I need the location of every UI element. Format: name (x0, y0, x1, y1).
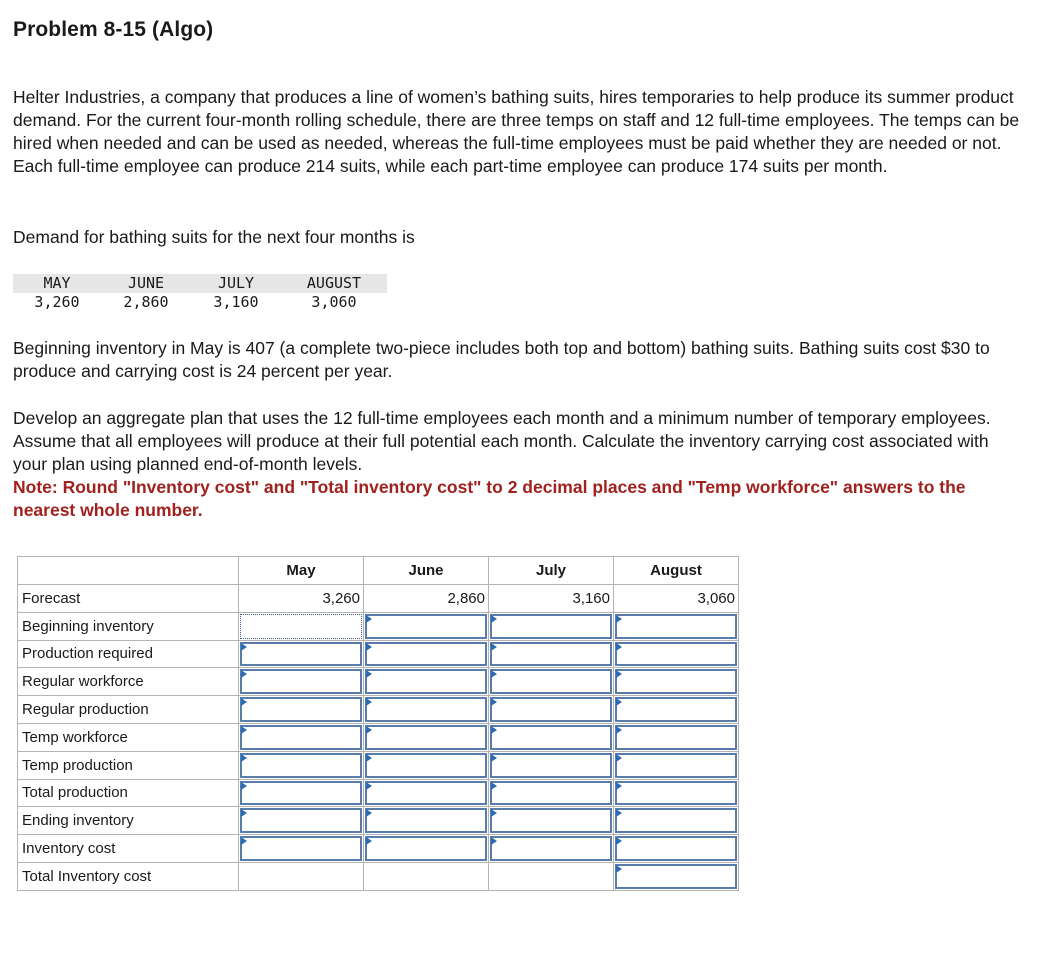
row-label: Beginning inventory (18, 612, 239, 640)
plan-header-may: May (239, 557, 364, 585)
beginning-inventory-may-input-box (240, 614, 362, 639)
row-label: Total Inventory cost (18, 862, 239, 890)
row-label: Temp workforce (18, 723, 239, 751)
regular-production-august-input[interactable] (617, 699, 735, 720)
plan-header-june: June (364, 557, 489, 585)
plan-row-total-inventory-cost (18, 862, 739, 890)
total-production-august-input-box (615, 781, 737, 806)
inventory-cost-august-input[interactable] (617, 838, 735, 859)
ending-inventory-august-input-box (615, 808, 737, 833)
beginning-inventory-june-input[interactable] (367, 616, 485, 637)
temp-workforce-july-input-box (490, 725, 612, 750)
ending-inventory-june-input[interactable] (367, 810, 485, 831)
forecast-may: 3,260 (239, 585, 364, 613)
regular-production-june-input[interactable] (367, 699, 485, 720)
total-inventory-cost-input[interactable] (617, 866, 735, 887)
plan-header-july: July (489, 557, 614, 585)
production-required-august-input-box (615, 642, 737, 667)
plan-row-total-production (18, 779, 739, 807)
production-required-may-input-box (240, 642, 362, 667)
total-production-august-input[interactable] (617, 783, 735, 804)
temp-production-july-input[interactable] (492, 755, 610, 776)
temp-production-august-input-box (615, 753, 737, 778)
demand-month-june: JUNE (127, 274, 165, 292)
empty-cell (239, 862, 364, 890)
demand-value-may: 3,260 (34, 293, 80, 311)
page-title: Problem 8-15 (Algo) (13, 18, 214, 41)
temp-production-may-input-box (240, 753, 362, 778)
regular-production-may-input-box (240, 697, 362, 722)
temp-production-may-input[interactable] (242, 755, 360, 776)
ending-inventory-may-input-box (240, 808, 362, 833)
beginning-inventory-august-input[interactable] (617, 616, 735, 637)
plan-row-production-required (18, 640, 739, 668)
regular-production-july-input[interactable] (492, 699, 610, 720)
temp-workforce-may-input[interactable] (242, 727, 360, 748)
plan-row-temp-production (18, 751, 739, 779)
regular-production-june-input-box (365, 697, 487, 722)
beginning-inventory-june-input-box (365, 614, 487, 639)
temp-production-july-input-box (490, 753, 612, 778)
beginning-inventory-july-input-box (490, 614, 612, 639)
plan-header-august: August (614, 557, 739, 585)
inventory-cost-june-input-box (365, 836, 487, 861)
demand-table (13, 274, 387, 312)
row-label: Regular workforce (18, 668, 239, 696)
empty-cell (364, 862, 489, 890)
row-label: Temp production (18, 751, 239, 779)
row-label: Production required (18, 640, 239, 668)
regular-workforce-july-input[interactable] (492, 671, 610, 692)
total-production-july-input[interactable] (492, 783, 610, 804)
plan-corner-header (18, 557, 239, 585)
inventory-cost-august-input-box (615, 836, 737, 861)
plan-row-ending-inventory (18, 807, 739, 835)
beginning-inventory-may-input[interactable] (241, 615, 361, 638)
production-required-june-input[interactable] (367, 644, 485, 665)
plan-row-regular-workforce (18, 668, 739, 696)
temp-workforce-may-input-box (240, 725, 362, 750)
row-label: Inventory cost (18, 835, 239, 863)
problem-intro: Helter Industries, a company that produces a line of women’s bathing suits, hires temporaries to help produce its summer product demand. For the current four-month rolling schedule, there are three temps on staff and 12 full-time employees. The temps can be hired when needed and can be used as needed, whereas the full-time employees must be paid whether they are needed or not. Each full-time employee can produce 214 suits, while each part-time employee can produce 174 suits per month. (13, 87, 1020, 176)
total-production-may-input-box (240, 781, 362, 806)
regular-production-may-input[interactable] (242, 699, 360, 720)
production-required-june-input-box (365, 642, 487, 667)
demand-month-july: JULY (217, 274, 255, 292)
regular-production-july-input-box (490, 697, 612, 722)
demand-month-may: MAY (43, 274, 71, 292)
plan-row-forecast (18, 585, 739, 613)
regular-workforce-july-input-box (490, 669, 612, 694)
inventory-cost-may-input[interactable] (242, 838, 360, 859)
beginning-inventory-august-input-box (615, 614, 737, 639)
total-inventory-cost-input-box (615, 864, 737, 889)
plan-row-temp-workforce (18, 723, 739, 751)
temp-production-august-input[interactable] (617, 755, 735, 776)
regular-workforce-august-input-box (615, 669, 737, 694)
temp-workforce-august-input[interactable] (617, 727, 735, 748)
rounding-note: Note: Round "Inventory cost" and "Total inventory cost" to 2 decimal places and "Temp workforce" answers to the nearest whole number. (13, 477, 966, 520)
regular-workforce-may-input[interactable] (242, 671, 360, 692)
production-required-july-input-box (490, 642, 612, 667)
ending-inventory-july-input[interactable] (492, 810, 610, 831)
demand-value-july: 3,160 (213, 293, 259, 311)
temp-workforce-august-input-box (615, 725, 737, 750)
task-block (13, 407, 1023, 522)
row-label: Ending inventory (18, 807, 239, 835)
inventory-cost-may-input-box (240, 836, 362, 861)
demand-intro: Demand for bathing suits for the next four months is (13, 227, 415, 247)
temp-production-june-input[interactable] (367, 755, 485, 776)
inventory-cost-july-input-box (490, 836, 612, 861)
temp-workforce-june-input[interactable] (367, 727, 485, 748)
inventory-cost-july-input[interactable] (492, 838, 610, 859)
production-required-august-input[interactable] (617, 644, 735, 665)
plan-row-beginning-inventory (18, 612, 739, 640)
total-production-july-input-box (490, 781, 612, 806)
aggregate-plan-table (17, 556, 739, 891)
row-label: Forecast (18, 585, 239, 613)
empty-cell (489, 862, 614, 890)
ending-inventory-august-input[interactable] (617, 810, 735, 831)
plan-row-regular-production (18, 696, 739, 724)
total-production-may-input[interactable] (242, 783, 360, 804)
regular-workforce-june-input[interactable] (367, 671, 485, 692)
temp-production-june-input-box (365, 753, 487, 778)
beginning-inventory-july-input[interactable] (492, 616, 610, 637)
row-label: Regular production (18, 696, 239, 724)
row-label: Total production (18, 779, 239, 807)
plan-row-inventory-cost (18, 835, 739, 863)
demand-value-june: 2,860 (123, 293, 169, 311)
regular-production-august-input-box (615, 697, 737, 722)
total-production-june-input-box (365, 781, 487, 806)
demand-value-august: 3,060 (311, 293, 357, 311)
temp-workforce-july-input[interactable] (492, 727, 610, 748)
forecast-june: 2,860 (364, 585, 489, 613)
task-text: Develop an aggregate plan that uses the 12 full-time employees each month and a minimum number of temporary employees. Assume that all employees will produce at their full potential each month. Calculate the inventory carrying cost associated with your plan using planned end-of-month levels. (13, 408, 991, 474)
demand-month-august: AUGUST (306, 274, 362, 292)
production-required-july-input[interactable] (492, 644, 610, 665)
ending-inventory-june-input-box (365, 808, 487, 833)
inventory-text: Beginning inventory in May is 407 (a complete two-piece includes both top and bottom) bathing suits. Bathing suits cost $30 to produce and carrying cost is 24 percent per year. (13, 338, 990, 381)
production-required-may-input[interactable] (242, 644, 360, 665)
regular-workforce-may-input-box (240, 669, 362, 694)
temp-workforce-june-input-box (365, 725, 487, 750)
regular-workforce-june-input-box (365, 669, 487, 694)
forecast-july: 3,160 (489, 585, 614, 613)
regular-workforce-august-input[interactable] (617, 671, 735, 692)
forecast-august: 3,060 (614, 585, 739, 613)
total-production-june-input[interactable] (367, 783, 485, 804)
ending-inventory-july-input-box (490, 808, 612, 833)
ending-inventory-may-input[interactable] (242, 810, 360, 831)
inventory-cost-june-input[interactable] (367, 838, 485, 859)
